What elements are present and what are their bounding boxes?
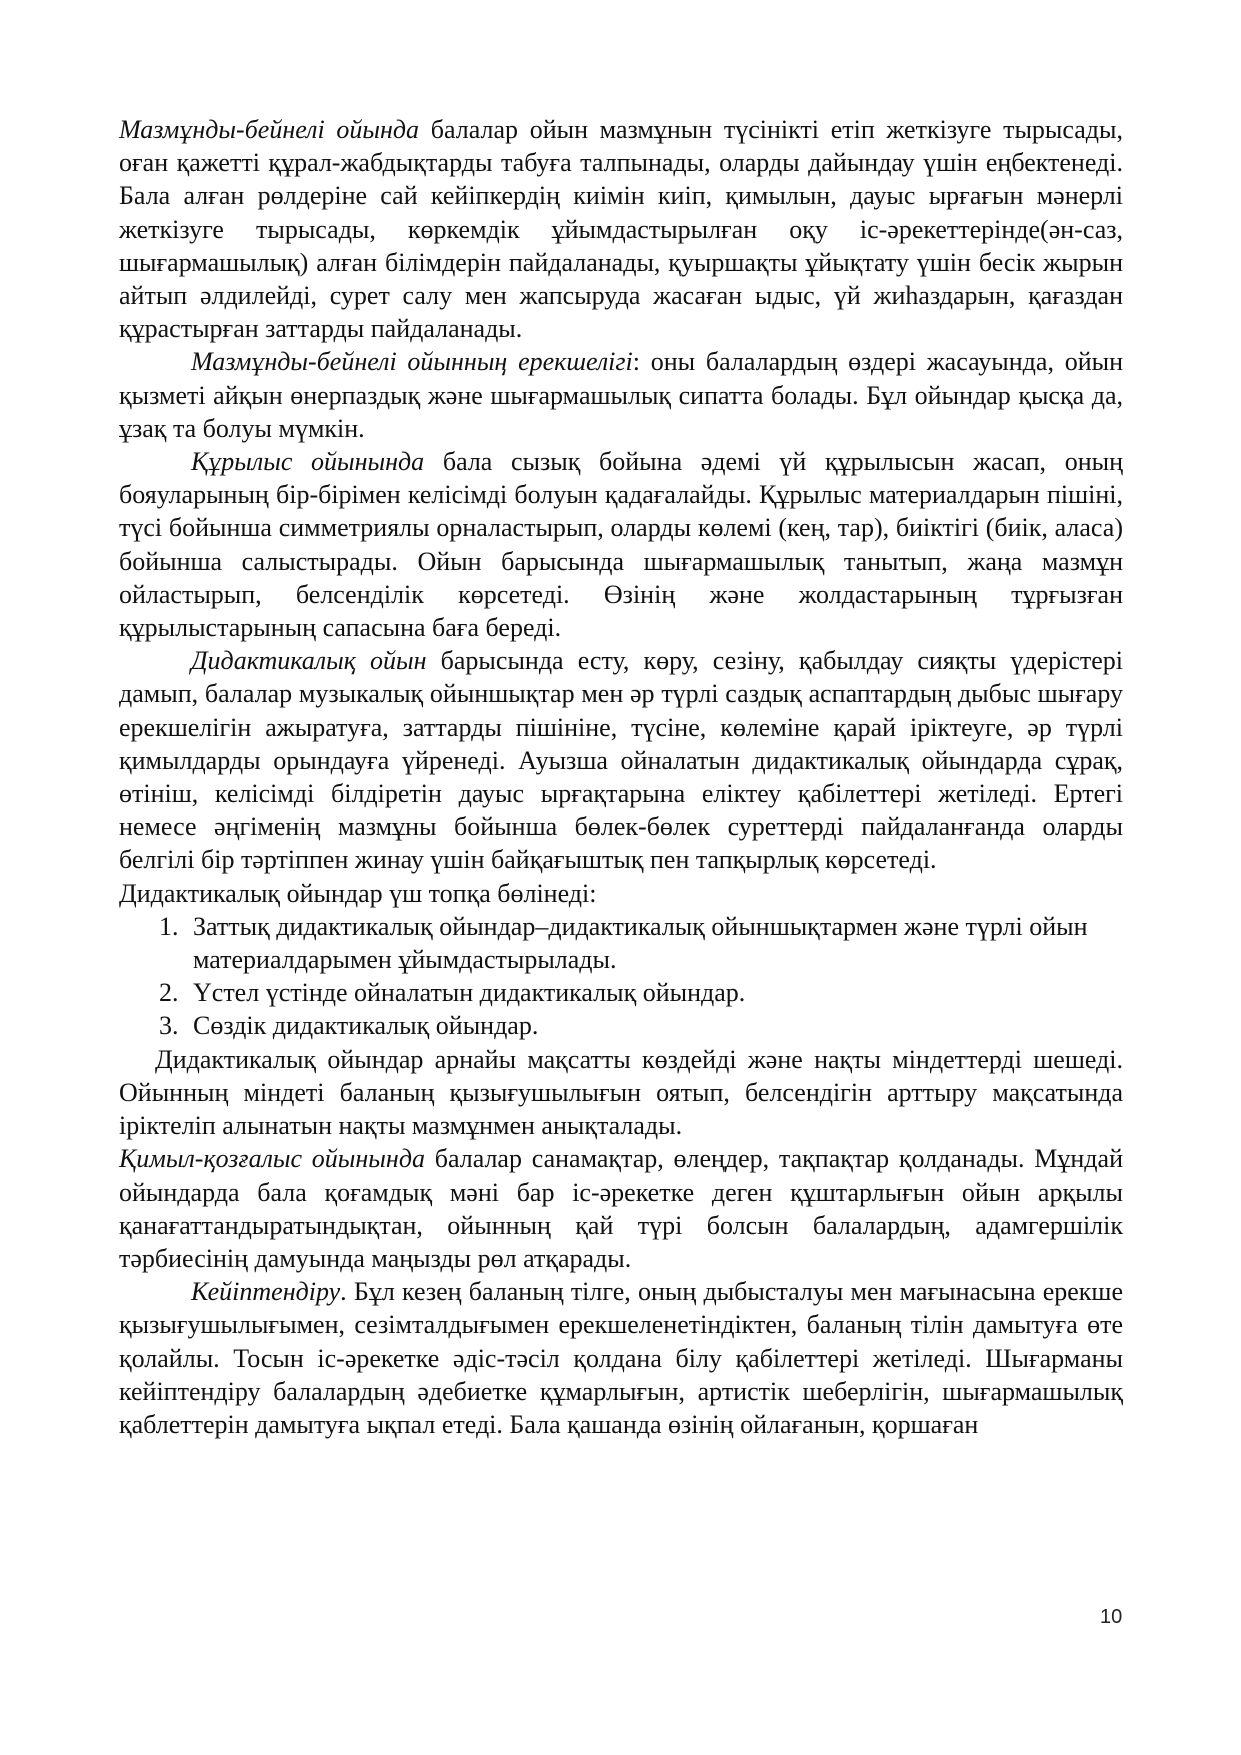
list-item-text: Заттық дидактикалық ойындар–дидактикалық ойыншықтармен және түрлі ойын материалдарымен ұйымдастырылады. bbox=[193, 911, 1088, 975]
paragraph-movement-game bbox=[119, 1142, 1123, 1275]
paragraph-text: балалар ойын мазмұнын түсінікті етіп жеткізуге тырысады, оған қажетті құрал-жабдықтарды табуға талпынады, оларды дайындау үшін еңбектенеді. Бала алған рөлдеріне сай кейіпкердің киімін киіп, қимылын, дауыс ырғағын мәнерлі жеткізуге тырысады, көркемдік ұйымдастырылған оқу іс-әрекеттерінде(ән-саз, шығармашылық) алған білімдерін пайдаланады, қуыршақты ұйықтату үшін бесік жырын айтып әлдилейді, сурет салу мен жапсыруда жасаған ыдыс, үй жиһаздарын, қағаздан құрастырған заттарды пайдаланады. bbox=[119, 115, 1123, 344]
list-item-number: 2. bbox=[159, 978, 179, 1008]
list-item-number: 3. bbox=[159, 1011, 179, 1041]
paragraph-plot-role-features bbox=[119, 345, 1123, 445]
list-item-text: Үстел үстінде ойналатын дидактикалық ойындар. bbox=[193, 978, 746, 1008]
didactic-groups-list bbox=[119, 910, 1123, 1043]
paragraph-didactic-game bbox=[119, 644, 1123, 876]
paragraph-construction-game bbox=[119, 445, 1123, 644]
paragraph-personification bbox=[119, 1275, 1123, 1441]
document-body bbox=[119, 113, 1123, 1441]
list-item-text: Сөздік дидактикалық ойындар. bbox=[193, 1011, 539, 1041]
term-construction-game: Құрылыс ойынында bbox=[191, 447, 425, 477]
list-item-number: 1. bbox=[159, 911, 179, 941]
term-plot-role-features: Мазмұнды-бейнелі ойынның ерекшелігі bbox=[191, 347, 633, 377]
term-plot-role-game: Мазмұнды-бейнелі ойында bbox=[119, 115, 420, 144]
paragraph-text: . Бұл кезең баланың тілге, оның дыбысталуы мен мағынасына ерекше қызығушылығымен, сезімталдығымен ерекшеленетіндіктен, баланың тілін дамытуға өте қолайлы. Тосын іс-әрекетке әдіс-тәсіл қолдана білу қабілеттері жетіледі. Шығарманы кейіптендіру балалардың әдебиетке құмарлығын, артистік шеберлігін, шығармашылық қаблеттерін дамытуға ықпал етеді. Бала қашанда өзінің ойлағанын, қоршаған bbox=[119, 1277, 1123, 1439]
term-personification: Кейіптендіру bbox=[191, 1277, 341, 1307]
paragraph-text: балалар санамақтар, өлеңдер, тақпақтар қолданады. Мұндай ойындарда бала қоғамдық мәні бар іс-әрекетке деген құштарлығын ойын арқылы қанағаттандыратындықтан, ойынның қай түрі болсын балалардың, адамгершілік тәрбиесінің дамуында маңызды рөл атқарады. bbox=[119, 1144, 1123, 1273]
list-item bbox=[159, 1009, 1099, 1042]
list-item bbox=[159, 910, 1099, 976]
term-didactic-game: Дидактикалық ойын bbox=[191, 646, 427, 676]
page-number: 10 bbox=[1100, 1606, 1123, 1628]
paragraph-plot-role-game bbox=[119, 113, 1123, 345]
paragraph-text: : оны балалардың өздері жасауында, ойын қызметі айқын өнерпаздық және шығармашылық сипатта болады. Бұл ойындар қысқа да, ұзақ та болуы мүмкін. bbox=[119, 347, 1124, 443]
paragraph-didactic-groups-intro: Дидактикалық ойындар үш топқа бөлінеді: bbox=[119, 878, 597, 908]
paragraph-didactic-goals: Дидактикалық ойындар арнайы мақсатты көздейді және нақты міндеттерді шешеді. Ойынның міндеті баланың қызығушылығын оятып, белсендігін арттыру мақсатында іріктеліп алынатын нақты мазмұнмен анықталады. bbox=[119, 1044, 1123, 1141]
list-item bbox=[159, 976, 1099, 1009]
paragraph-text: бала сызық бойына әдемі үй құрылысын жасап, оның бояуларының бір-бірімен келісімді болуын қадағалайды. Құрылыс материалдарын пішіні, түсі бойынша симметриялы орналастырып, оларды көлемі (кең, тар), биіктігі (биік, аласа) бойынша салыстырады. Ойын барысында шығармашылық танытып, жаңа мазмұн ойластырып, белсенділік көрсетеді. Өзінің және жолдастарының тұрғызған құрылыстарының сапасына баға береді. bbox=[119, 447, 1124, 643]
term-movement-game: Қимыл-қозғалыс ойынында bbox=[119, 1144, 425, 1174]
paragraph-text: барысында есту, көру, сезіну, қабылдау сияқты үдерістері дамып, балалар музыкалық ойыншықтар мен әр түрлі саздық аспаптардың дыбыс шығару ерекшелігін ажыратуға, заттарды пішініне, түсіне, көлеміне қарай іріктеуге, әр түрлі қимылдарды орындауға үйренеді. Ауызша ойналатын дидактикалық ойындарда сұрақ, өтініш, келісімді білдіретін дауыс ырғақтарына еліктеу қабілеттері жетіледі. Ертегі немесе әңгіменің мазмұны бойынша бөлек-бөлек суреттерді пайдаланғанда оларды белгілі бір тәртіппен жинау үшін байқағыштық пен тапқырлық көрсетеді. bbox=[119, 646, 1124, 875]
